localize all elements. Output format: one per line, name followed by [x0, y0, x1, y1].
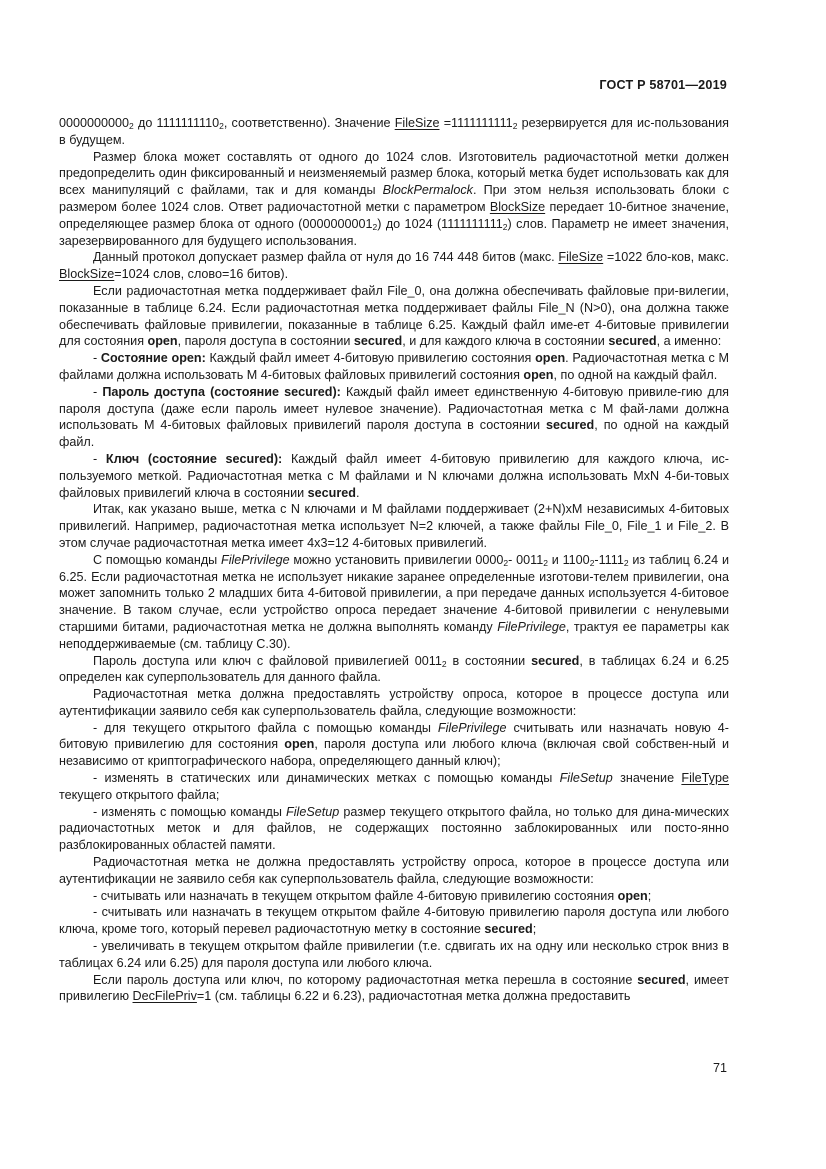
list-item: - изменять с помощью команды FileSetup размер текущего открытого файла, но только для дина-мических радиочастотных меток и для файлов, не содержащих постоянно заблокированных или посто-янно разблокированных областей памяти.: [59, 804, 729, 853]
paragraph: Радиочастотная метка должна предоставлять устройству опроса, которое в процессе доступа или аутентификации заявило себя как суперпользователь файла, следующие возможности:: [59, 687, 729, 718]
paragraph: Пароль доступа или ключ с файловой привилегией $0011_2$ в состоянии secured, в таблицах 6.24 и 6.25 определен как суперпользователь для данного файла.: [59, 653, 730, 685]
list-item: - считывать или назначать в текущем открытом файле 4-битовую привилегию состояния open;: [93, 888, 652, 903]
list-item: - Состояние open: Каждый файл имеет 4-битовую привилегию состояния open. Радиочастотная метка с М файлами должна использовать М 4-битовых файловых привилегий состояния open, по одной на каждый файл.: [59, 351, 729, 382]
list-item: - считывать или назначать в текущем открытом файле 4-битовую привилегию пароля доступа или любого ключа, кроме того, который перевел радиочастотную метку в состояние secured;: [59, 905, 729, 937]
paragraph: С помощью команды FilePrivilege можно установить привилегии $0000_2-$ $0011_2$ и $1100_2-1111_2$ из таблиц 6.24 и 6.25. Если радиочастотная метка не использует никакие заранее определенные изготови-телем привилегии, она может запомнить только 2 младших бита 4-битовой привилегии, а при передаче данных используется 4-битовое значение. В таком случае, если устройство опроса передает значение 4-битовой привилегии с ненулевыми старшими битами, радиочастотная метка не должна выполнять команду FilePrivilege, трактуя ее параметры как неподдерживаемые (см. таблицу С.30).: [59, 552, 730, 651]
paragraph: Если пароль доступа или ключ, по которому радиочастотная метка перешла в состояние secured, имеет привилегию DecFilePriv=1 (см. таблицы 6.22 и 6.23), радиочастотная метка должна предоставить: [59, 972, 729, 1004]
list-item: - Пароль доступа (состояние secured): Каждый файл имеет единственную 4-битовую привиле-гию для пароля доступа (даже если пароль имеет нулевое значение). Радиочастотная метка с М фай-лами должна использовать М 4-битовых файловых привилегий пароля доступа в состоянии secured, по одной на каждый файл.: [59, 384, 730, 450]
paragraph: Данный протокол допускает размер файла от нуля до 16 744 448 битов (макс. FileSize =1022 бло-ков, макс. BlockSize=1024 слов, слово=16 битов).: [59, 250, 729, 282]
list-item: - увеличивать в текущем открытом файле привилегии (т.е. сдвигать их на одну или несколько строк вниз в таблицах 6.24 или 6.25) для пароля доступа или любого ключа.: [59, 939, 729, 970]
paragraph: Радиочастотная метка не должна предоставлять устройству опроса, которое в процессе доступа или аутентификации не заявило себя как суперпользователь файла, следующие возможности:: [59, 855, 729, 886]
standard-header: ГОСТ Р 58701—2019: [599, 78, 727, 92]
list-item: - Ключ (состояние secured): Каждый файл имеет 4-битовую привилегию для каждого ключа, ис-пользуемого меткой. Радиочастотная метка с М файлами и N ключами должна использовать MxN 4-би-товых файловых привилегий ключа в состоянии secured.: [59, 451, 729, 500]
paragraph: $0000000000_2$ до $1111111110_2$, соответственно). Значение FileSize $=1111111111_2$ резервируется для ис-пользования в будущем.: [59, 116, 729, 147]
paragraph: Размер блока может составлять от одного до 1024 слов. Изготовитель радиочастотной метки должен предопределить один фиксированный и неизменяемый размер блока, который метка будет использовать как для всех манипуляций с файлами, так и для команды BlockPermalock. При этом нельзя использовать блоки с размером более 1024 слов. Ответ радиочастотной метки с параметром BlockSize передает 10-битное значение, определяющее размер блока от одного $(0000000001_2)$ до 1024 $(1111111111_2)$ слов. Параметр не имеет значения, зарезервированного для будущего использования.: [59, 149, 729, 248]
paragraph: Итак, как указано выше, метка с N ключами и М файлами поддерживает (2+N)xM независимых 4-битовых привилегий. Например, радиочастотная метка использует N=2 ключей, а также файлы File_0, File_1 и File_2. В этом случае радиочастотная метка имеет 4x3=12 4-битовых привилегий.: [59, 502, 729, 550]
list-item: - для текущего открытого файла с помощью команды FilePrivilege считывать или назначать новую 4-битовую привилегию для состояния open, пароля доступа или любого ключа (включая свой собствен-ный и независимо от криптографического набора, определяющего данный ключ);: [59, 720, 729, 769]
page-number: 71: [712, 1061, 727, 1075]
paragraph: Если радиочастотная метка поддерживает файл File_0, она должна обеспечивать файловые при-вилегии, показанные в таблице 6.24. Если радиочастотная метка поддерживает файлы File_N (N>0), она должна также обеспечивать файловые привилегии, показанные в таблице 6.25. Каждый файл име-ет 4-битовые привилегии для состояния open, пароля доступа в состоянии secured, и для каждого ключа в состоянии secured, а именно:: [59, 283, 729, 349]
list-item: - изменять в статических или динамических метках с помощью команды FileSetup значение FileType текущего открытого файла;: [59, 771, 729, 802]
document-body: [59, 115, 729, 1005]
